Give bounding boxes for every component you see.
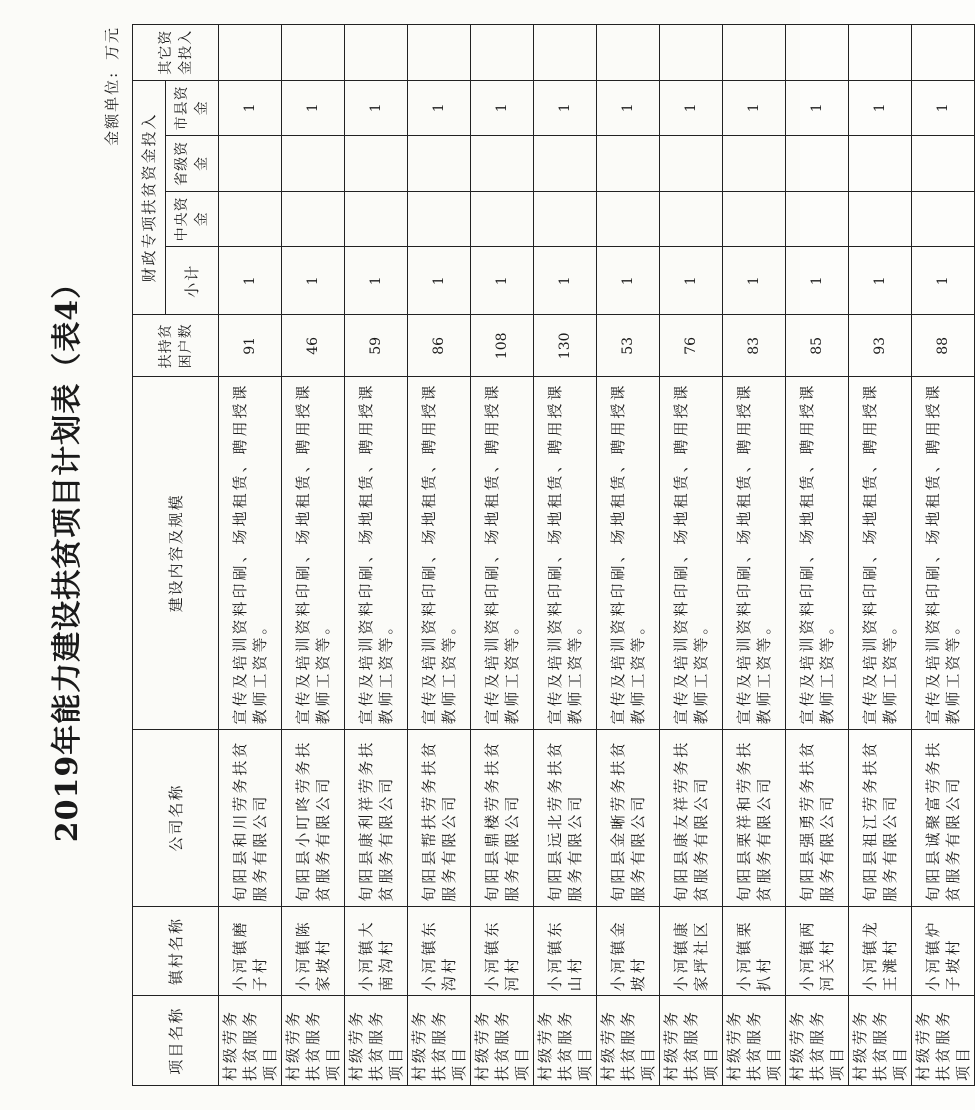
cell-content: 宣传及培训资料印刷、场地租赁、聘用授课教师工资等。 bbox=[723, 377, 786, 729]
table-row bbox=[408, 25, 471, 1086]
cell-other bbox=[219, 25, 282, 81]
project-plan-table bbox=[132, 24, 975, 1086]
cell-company: 旬阳县和川劳务扶贫服务有限公司 bbox=[219, 729, 282, 906]
table-row bbox=[849, 25, 912, 1086]
cell-provincial bbox=[408, 136, 471, 192]
table-row bbox=[597, 25, 660, 1086]
cell-central bbox=[660, 191, 723, 247]
cell-other bbox=[534, 25, 597, 81]
cell-households: 59 bbox=[345, 315, 408, 377]
header-provincial-funds: 省级资金 bbox=[166, 136, 219, 192]
table-row bbox=[912, 25, 975, 1086]
cell-other bbox=[849, 25, 912, 81]
cell-town-village: 小河镇康家坪社区 bbox=[660, 906, 723, 996]
cell-company: 旬阳县帮扶劳务扶贫服务有限公司 bbox=[408, 729, 471, 906]
cell-central bbox=[219, 191, 282, 247]
cell-town-village: 小河镇两河关村 bbox=[786, 906, 849, 996]
cell-households: 130 bbox=[534, 315, 597, 377]
cell-households: 85 bbox=[786, 315, 849, 377]
header-town-village: 镇村名称 bbox=[133, 906, 219, 996]
cell-households: 83 bbox=[723, 315, 786, 377]
cell-central bbox=[849, 191, 912, 247]
header-households: 扶持贫困户数 bbox=[133, 315, 219, 377]
cell-project-name: 村级劳务扶贫服务项目 bbox=[597, 996, 660, 1086]
cell-content: 宣传及培训资料印刷、场地租赁、聘用授课教师工资等。 bbox=[849, 377, 912, 729]
cell-municipal: 1 bbox=[723, 80, 786, 136]
cell-content: 宣传及培训资料印刷、场地租赁、聘用授课教师工资等。 bbox=[912, 377, 975, 729]
cell-project-name: 村级劳务扶贫服务项目 bbox=[912, 996, 975, 1086]
cell-subtotal: 1 bbox=[471, 247, 534, 315]
cell-project-name: 村级劳务扶贫服务项目 bbox=[282, 996, 345, 1086]
cell-households: 46 bbox=[282, 315, 345, 377]
cell-town-village: 小河镇陈家坡村 bbox=[282, 906, 345, 996]
cell-town-village: 小河镇东山村 bbox=[534, 906, 597, 996]
header-central-funds: 中央资金 bbox=[166, 191, 219, 247]
cell-provincial bbox=[597, 136, 660, 192]
cell-other bbox=[660, 25, 723, 81]
amount-unit-value: 万元 bbox=[103, 26, 121, 61]
cell-other bbox=[408, 25, 471, 81]
amount-unit-label: 金额单位: bbox=[103, 70, 121, 146]
cell-town-village: 小河镇东沟村 bbox=[408, 906, 471, 996]
cell-company: 旬阳县祖江劳务扶贫服务有限公司 bbox=[849, 729, 912, 906]
cell-municipal: 1 bbox=[660, 80, 723, 136]
cell-content: 宣传及培训资料印刷、场地租赁、聘用授课教师工资等。 bbox=[345, 377, 408, 729]
table-row bbox=[282, 25, 345, 1086]
cell-provincial bbox=[345, 136, 408, 192]
cell-project-name: 村级劳务扶贫服务项目 bbox=[471, 996, 534, 1086]
cell-other bbox=[471, 25, 534, 81]
cell-other bbox=[345, 25, 408, 81]
cell-provincial bbox=[849, 136, 912, 192]
cell-content: 宣传及培训资料印刷、场地租赁、聘用授课教师工资等。 bbox=[408, 377, 471, 729]
cell-central bbox=[282, 191, 345, 247]
cell-project-name: 村级劳务扶贫服务项目 bbox=[786, 996, 849, 1086]
cell-municipal: 1 bbox=[471, 80, 534, 136]
cell-other bbox=[282, 25, 345, 81]
table-row bbox=[723, 25, 786, 1086]
cell-other bbox=[597, 25, 660, 81]
cell-town-village: 小河镇炉子坡村 bbox=[912, 906, 975, 996]
cell-provincial bbox=[723, 136, 786, 192]
cell-project-name: 村级劳务扶贫服务项目 bbox=[849, 996, 912, 1086]
cell-municipal: 1 bbox=[408, 80, 471, 136]
table-row bbox=[786, 25, 849, 1086]
cell-central bbox=[471, 191, 534, 247]
cell-central bbox=[534, 191, 597, 247]
cell-central bbox=[597, 191, 660, 247]
cell-subtotal: 1 bbox=[849, 247, 912, 315]
cell-town-village: 小河镇东河村 bbox=[471, 906, 534, 996]
cell-provincial bbox=[282, 136, 345, 192]
cell-municipal: 1 bbox=[912, 80, 975, 136]
cell-subtotal: 1 bbox=[408, 247, 471, 315]
cell-central bbox=[408, 191, 471, 247]
cell-company: 旬阳县远北劳务扶贫服务有限公司 bbox=[534, 729, 597, 906]
cell-provincial bbox=[786, 136, 849, 192]
cell-subtotal: 1 bbox=[660, 247, 723, 315]
cell-central bbox=[786, 191, 849, 247]
cell-company: 旬阳县诚聚富劳务扶贫服务有限公司 bbox=[912, 729, 975, 906]
cell-town-village: 小河镇金坡村 bbox=[597, 906, 660, 996]
cell-households: 93 bbox=[849, 315, 912, 377]
cell-project-name: 村级劳务扶贫服务项目 bbox=[534, 996, 597, 1086]
header-row-1 bbox=[133, 25, 166, 1086]
cell-households: 76 bbox=[660, 315, 723, 377]
cell-company: 旬阳县康友祥劳务扶贫服务有限公司 bbox=[660, 729, 723, 906]
cell-subtotal: 1 bbox=[534, 247, 597, 315]
table-row bbox=[471, 25, 534, 1086]
cell-provincial bbox=[660, 136, 723, 192]
cell-town-village: 小河镇栗扒村 bbox=[723, 906, 786, 996]
cell-company: 旬阳县金晰劳务扶贫服务有限公司 bbox=[597, 729, 660, 906]
rotated-document bbox=[40, 20, 972, 1090]
cell-company: 旬阳县康利祥劳务扶贫服务有限公司 bbox=[345, 729, 408, 906]
cell-content: 宣传及培训资料印刷、场地租赁、聘用授课教师工资等。 bbox=[282, 377, 345, 729]
header-company: 公司名称 bbox=[133, 729, 219, 906]
table-row bbox=[660, 25, 723, 1086]
cell-content: 宣传及培训资料印刷、场地租赁、聘用授课教师工资等。 bbox=[219, 377, 282, 729]
cell-subtotal: 1 bbox=[723, 247, 786, 315]
cell-subtotal: 1 bbox=[219, 247, 282, 315]
cell-municipal: 1 bbox=[597, 80, 660, 136]
table-row bbox=[345, 25, 408, 1086]
cell-town-village: 小河镇磨子村 bbox=[219, 906, 282, 996]
cell-central bbox=[723, 191, 786, 247]
cell-content: 宣传及培训资料印刷、场地租赁、聘用授课教师工资等。 bbox=[660, 377, 723, 729]
cell-town-village: 小河镇龙王滩村 bbox=[849, 906, 912, 996]
header-project-name: 项目名称 bbox=[133, 996, 219, 1086]
document-title: 2019年能力建设扶贫项目计划表（表4） bbox=[50, 267, 85, 843]
cell-households: 91 bbox=[219, 315, 282, 377]
cell-households: 53 bbox=[597, 315, 660, 377]
cell-project-name: 村级劳务扶贫服务项目 bbox=[345, 996, 408, 1086]
cell-project-name: 村级劳务扶贫服务项目 bbox=[723, 996, 786, 1086]
cell-town-village: 小河镇大南沟村 bbox=[345, 906, 408, 996]
header-subtotal: 小计 bbox=[166, 247, 219, 315]
cell-subtotal: 1 bbox=[912, 247, 975, 315]
cell-content: 宣传及培训资料印刷、场地租赁、聘用授课教师工资等。 bbox=[786, 377, 849, 729]
cell-subtotal: 1 bbox=[786, 247, 849, 315]
cell-households: 86 bbox=[408, 315, 471, 377]
cell-provincial bbox=[219, 136, 282, 192]
cell-subtotal: 1 bbox=[282, 247, 345, 315]
cell-other bbox=[786, 25, 849, 81]
cell-other bbox=[723, 25, 786, 81]
cell-provincial bbox=[912, 136, 975, 192]
cell-provincial bbox=[534, 136, 597, 192]
cell-municipal: 1 bbox=[534, 80, 597, 136]
cell-municipal: 1 bbox=[219, 80, 282, 136]
cell-households: 108 bbox=[471, 315, 534, 377]
cell-content: 宣传及培训资料印刷、场地租赁、聘用授课教师工资等。 bbox=[597, 377, 660, 729]
header-content: 建设内容及规模 bbox=[133, 377, 219, 729]
cell-provincial bbox=[471, 136, 534, 192]
table-row bbox=[219, 25, 282, 1086]
cell-content: 宣传及培训资料印刷、场地租赁、聘用授课教师工资等。 bbox=[534, 377, 597, 729]
cell-subtotal: 1 bbox=[597, 247, 660, 315]
cell-municipal: 1 bbox=[282, 80, 345, 136]
header-other-funds: 其它资金投入 bbox=[133, 25, 219, 81]
cell-project-name: 村级劳务扶贫服务项目 bbox=[219, 996, 282, 1086]
table-row bbox=[534, 25, 597, 1086]
header-municipal-county-funds: 市县资金 bbox=[166, 80, 219, 136]
header-fiscal-funds-group: 财政专项扶贫资金投入 bbox=[133, 80, 166, 315]
cell-households: 88 bbox=[912, 315, 975, 377]
cell-municipal: 1 bbox=[786, 80, 849, 136]
cell-company: 旬阳县小叮咚劳务扶贫服务有限公司 bbox=[282, 729, 345, 906]
cell-municipal: 1 bbox=[849, 80, 912, 136]
cell-municipal: 1 bbox=[345, 80, 408, 136]
cell-company: 旬阳县栗祥和劳务扶贫服务有限公司 bbox=[723, 729, 786, 906]
cell-company: 旬阳县强勇劳务扶贫服务有限公司 bbox=[786, 729, 849, 906]
cell-other bbox=[912, 25, 975, 81]
cell-central bbox=[345, 191, 408, 247]
cell-project-name: 村级劳务扶贫服务项目 bbox=[660, 996, 723, 1086]
cell-central bbox=[912, 191, 975, 247]
cell-project-name: 村级劳务扶贫服务项目 bbox=[408, 996, 471, 1086]
amount-unit-note bbox=[92, 26, 132, 150]
cell-content: 宣传及培训资料印刷、场地租赁、聘用授课教师工资等。 bbox=[471, 377, 534, 729]
cell-subtotal: 1 bbox=[345, 247, 408, 315]
cell-company: 旬阳县鼎楼劳务扶贫服务有限公司 bbox=[471, 729, 534, 906]
